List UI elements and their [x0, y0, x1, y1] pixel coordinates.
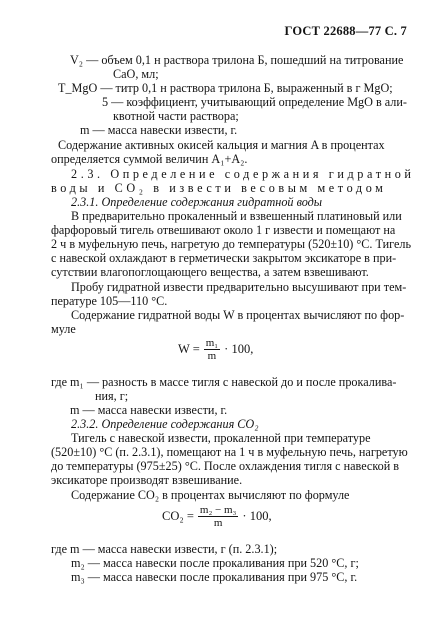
text-line: В предварительно прокаленный и взвешенный платиновый или: [71, 209, 402, 223]
text-line: ния, г;: [95, 389, 129, 403]
section-heading: воды и CO₂ в извести весовым методом: [51, 181, 387, 195]
page-header: ГОСТ 22688—77 С. 7: [284, 24, 407, 38]
formula-water: [178, 337, 253, 362]
formula-co2: [162, 504, 272, 529]
text-line: до температуры (975±25) °С. После охлаждения тигля с навеской в: [51, 459, 400, 473]
formula-numerator: m₁: [205, 337, 219, 349]
text-line: T_MgO — титр 0,1 н раствора трилона Б, выраженный в г MgO;: [58, 81, 393, 95]
formula-rhs: · 100,: [224, 342, 254, 356]
text-line: Тигель с навеской извести, прокаленной при температуре: [71, 431, 371, 445]
text-line: с навеской охлаждают в герметически закрытом эксикаторе в при-: [51, 251, 397, 265]
formula-lhs: CO₂ =: [162, 509, 194, 523]
formula-rhs: · 100,: [242, 509, 272, 523]
text-line: 2 ч в муфельную печь, нагретую до температуры (520±10) °С. Тигель: [51, 237, 412, 251]
text-line: пературе 105—110 °С.: [51, 294, 168, 308]
formula-fraction: [204, 337, 220, 362]
section-heading: 2.3. Определение содержания гидратной: [71, 167, 415, 181]
text-line: V₂ — объем 0,1 н раствора трилона Б, пошедший на титрование: [70, 53, 404, 67]
text-line: m — масса навески извести, г.: [80, 123, 238, 137]
text-line: сутствии влагопоглощающего вещества, а затем взвешивают.: [51, 265, 369, 279]
text-line: муле: [51, 322, 76, 336]
subsection-heading: 2.3.1. Определение содержания гидратной воды: [71, 195, 323, 209]
text-line: квотной части раствора;: [113, 109, 239, 123]
text-line: 5 — коэффициент, учитывающий определение MgO в али-: [102, 95, 407, 109]
text-line: определяется суммой величин A₁+A₂.: [51, 152, 248, 166]
formula-numerator: m₂ − m₃: [199, 504, 237, 516]
formula-fraction: [198, 504, 239, 529]
subsection-heading: 2.3.2. Определение содержания CO₂: [71, 417, 259, 431]
text-line: m₃ — масса навески после прокаливания при 975 °С, г.: [71, 570, 358, 584]
text-line: эксикаторе производят взвешивание.: [51, 473, 243, 487]
text-line: m — масса навески извести, г.: [70, 403, 228, 417]
text-line: Содержание гидратной воды W в процентах вычисляют по фор-: [71, 308, 405, 322]
text-line: Пробу гидратной извести предварительно высушивают при тем-: [71, 280, 407, 294]
formula-lhs: W =: [178, 342, 200, 356]
text-line: (520±10) °С (п. 2.3.1), помещают на 1 ч в муфельную печь, нагретую: [51, 445, 408, 459]
text-line: CaO, мл;: [113, 67, 159, 81]
text-line: где m₁ — разность в массе тигля с навеской до и после прокалива-: [51, 375, 397, 389]
formula-denominator: m: [207, 350, 217, 362]
formula-denominator: m: [213, 517, 223, 529]
text-line: m₂ — масса навески после прокаливания при 520 °С, г;: [71, 556, 359, 570]
text-line: Содержание CO₂ в процентах вычисляют по формуле: [71, 488, 350, 502]
text-line: Содержание активных окисей кальция и магния A в процентах: [58, 138, 385, 152]
text-line: фарфоровый тигель отвешивают около 1 г извести и помещают на: [51, 223, 396, 237]
text-line: где m — масса навески извести, г (п. 2.3.1);: [51, 542, 278, 556]
